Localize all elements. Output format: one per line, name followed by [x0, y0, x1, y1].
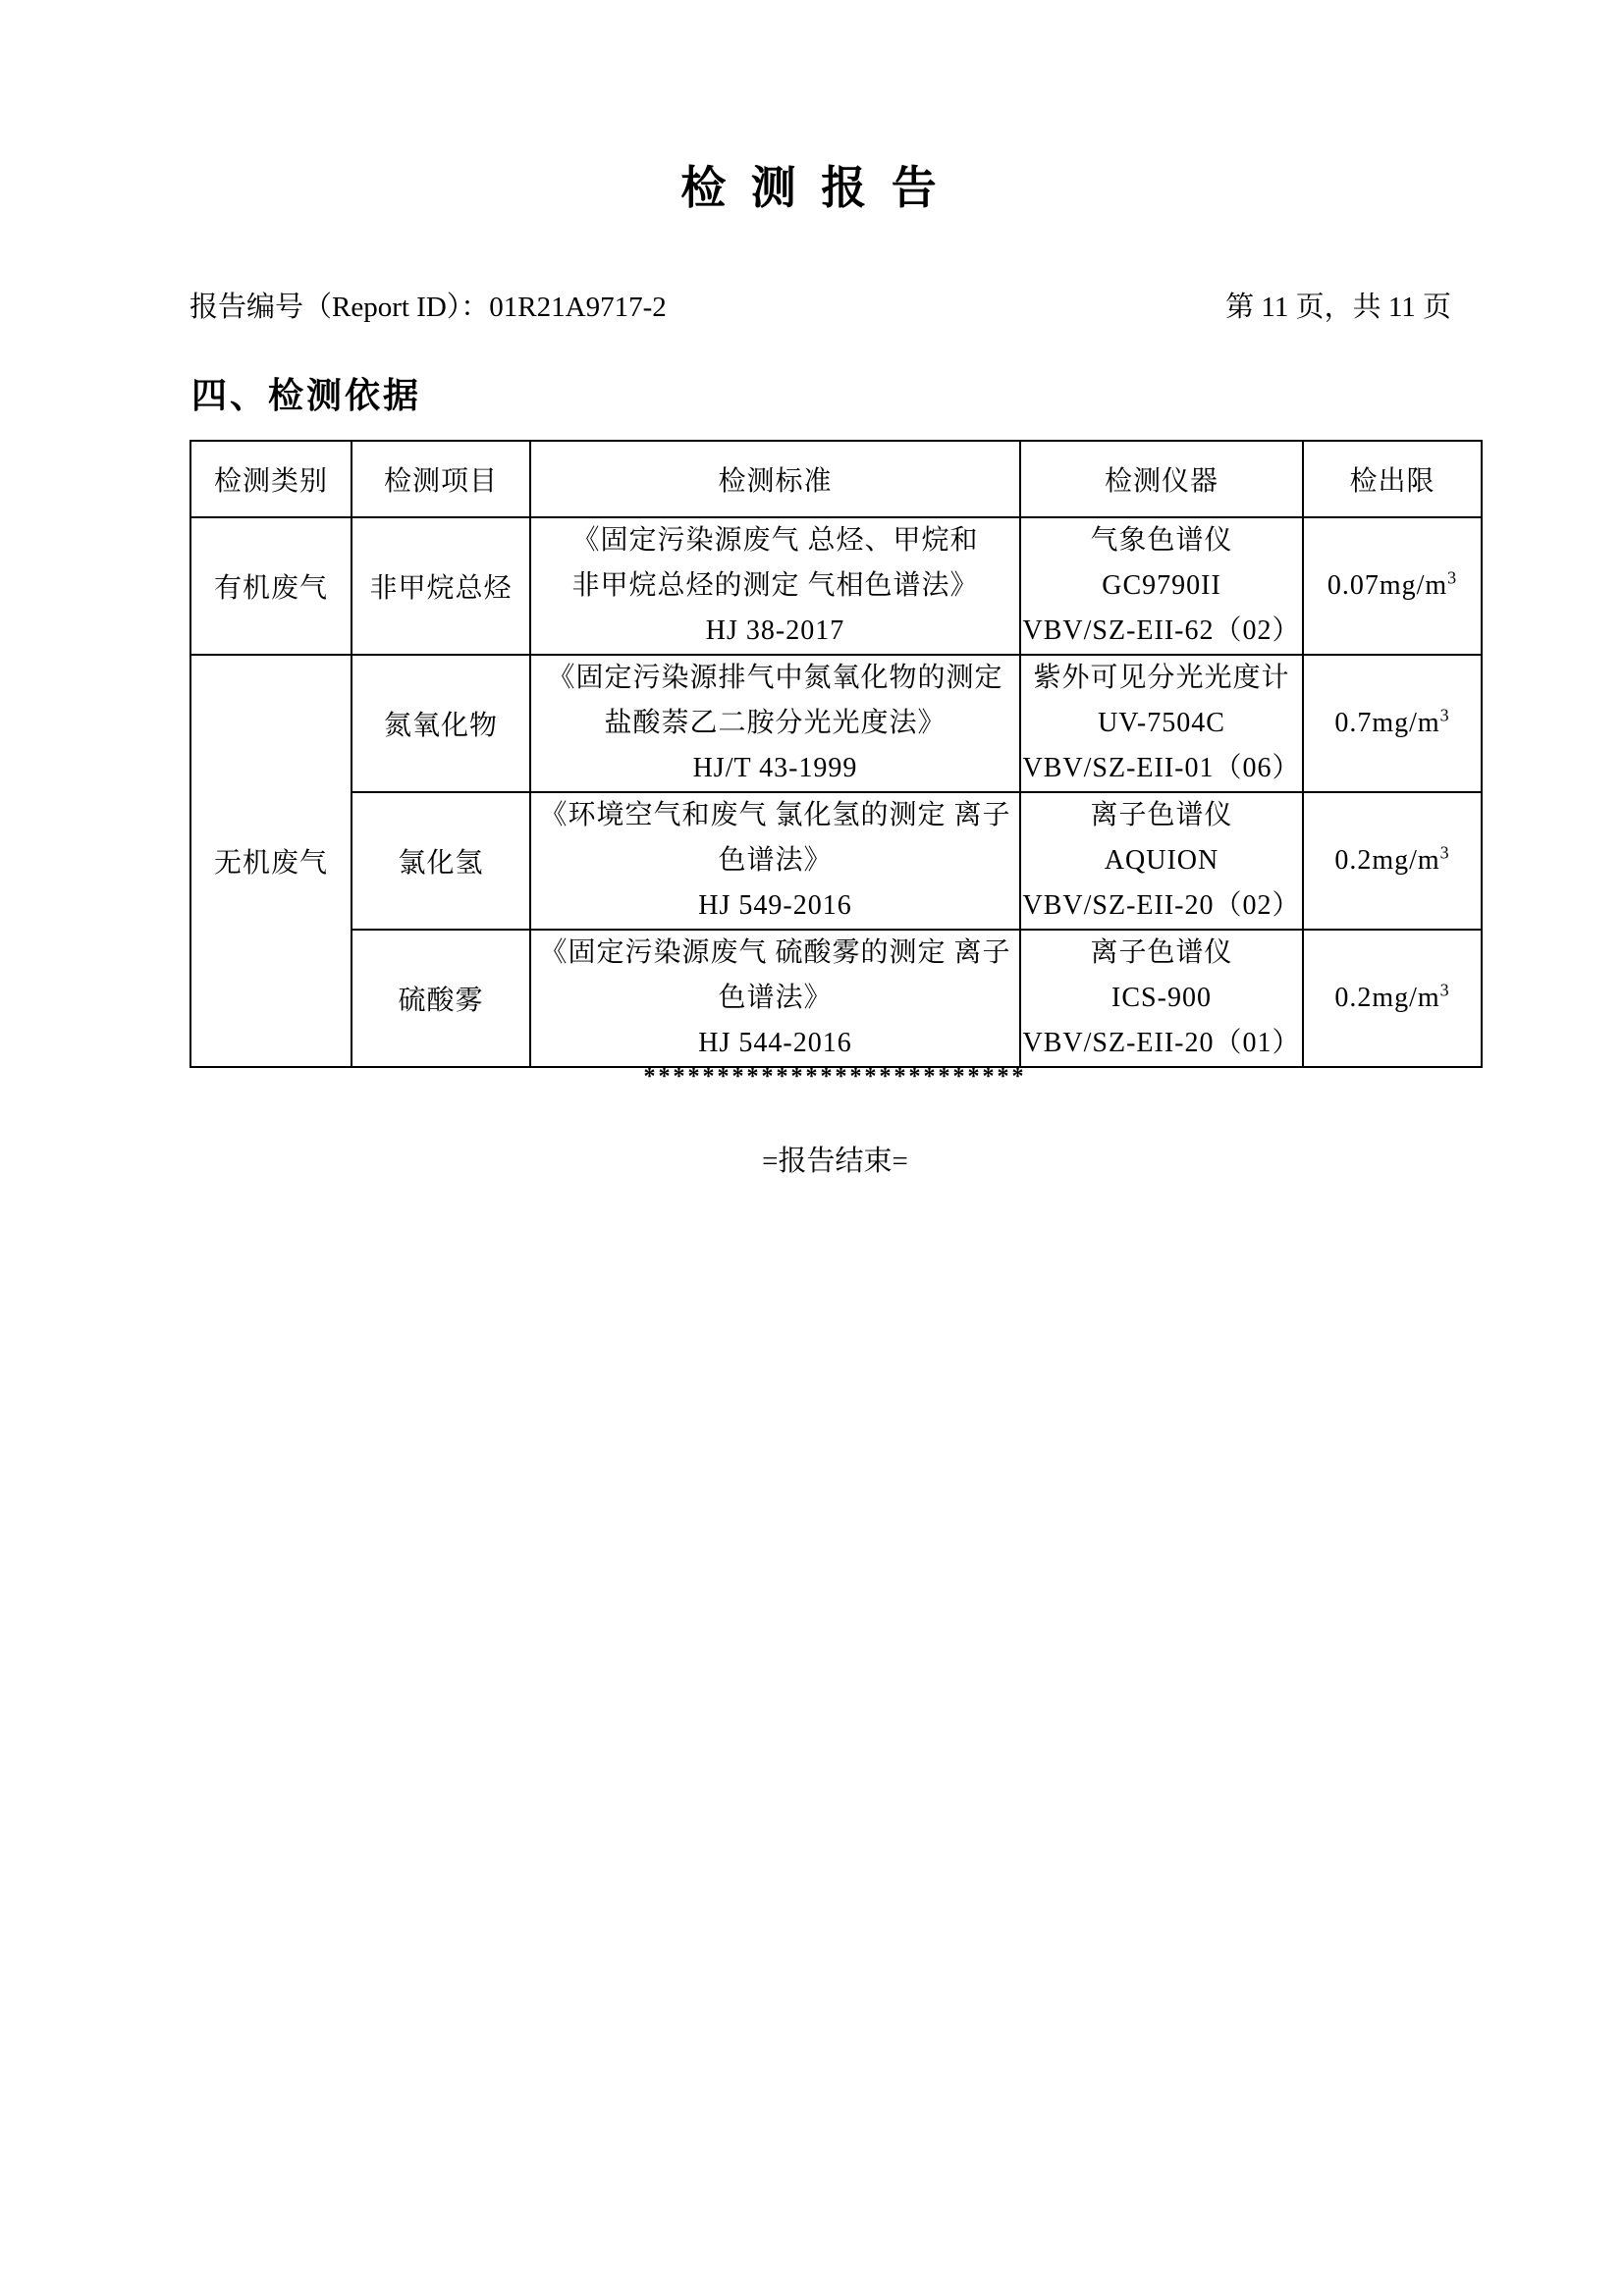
cell-instrument: 离子色谱仪 AQUION VBV/SZ-EII-20（02） — [1020, 792, 1303, 930]
report-end-mark: =报告结束= — [762, 1146, 908, 1177]
cell-limit: $0.2mg/m^3$ — [1303, 792, 1482, 930]
report-id: 报告编号（Report ID）：01R21A9717-2 — [189, 292, 667, 323]
basis-table — [189, 440, 1483, 1068]
cell-item: 氯化氢 — [352, 792, 530, 930]
header-category: 检测类别 — [190, 441, 352, 517]
table-row — [190, 930, 1482, 1067]
cell-item: 硫酸雾 — [352, 930, 530, 1067]
cell-limit: $0.2mg/m^3$ — [1303, 930, 1482, 1067]
table-header-row — [190, 441, 1482, 517]
section-heading: 四、检测依据 — [191, 376, 422, 415]
cell-category: 有机废气 — [190, 517, 352, 655]
cell-instrument: 离子色谱仪 ICS-900 VBV/SZ-EII-20（01） — [1020, 930, 1303, 1067]
cell-standard: 《环境空气和废气 氯化氢的测定 离子 色谱法》 HJ 549-2016 — [530, 792, 1020, 930]
header-item: 检测项目 — [352, 441, 530, 517]
table-row — [190, 655, 1482, 792]
meta-row — [189, 285, 1481, 325]
cell-limit: $0.7mg/m^3$ — [1303, 655, 1482, 792]
cell-limit: $0.07mg/m^3$ — [1303, 517, 1482, 655]
cell-instrument: 气象色谱仪 GC9790II VBV/SZ-EII-62（02） — [1020, 517, 1303, 655]
report-title: 检 测 报 告 — [680, 163, 944, 213]
cell-item: 氮氧化物 — [352, 655, 530, 792]
table-row — [190, 517, 1482, 655]
cell-standard: 《固定污染源废气 硫酸雾的测定 离子 色谱法》 HJ 544-2016 — [530, 930, 1020, 1067]
star-separator: ************************** — [643, 1064, 1027, 1090]
page-number: 第 11 页，共 11 页 — [1225, 292, 1451, 323]
header-instrument: 检测仪器 — [1020, 441, 1303, 517]
header-standard: 检测标准 — [530, 441, 1020, 517]
table-row — [190, 792, 1482, 930]
header-limit: 检出限 — [1303, 441, 1482, 517]
cell-standard: 《固定污染源排气中氮氧化物的测定 盐酸萘乙二胺分光光度法》 HJ/T 43-1999 — [530, 655, 1020, 792]
cell-category: 无机废气 — [190, 655, 352, 1067]
cell-instrument: 紫外可见分光光度计 UV-7504C VBV/SZ-EII-01（06） — [1020, 655, 1303, 792]
cell-item: 非甲烷总烃 — [352, 517, 530, 655]
cell-standard: 《固定污染源废气 总烃、甲烷和 非甲烷总烃的测定 气相色谱法》 HJ 38-2017 — [530, 517, 1020, 655]
